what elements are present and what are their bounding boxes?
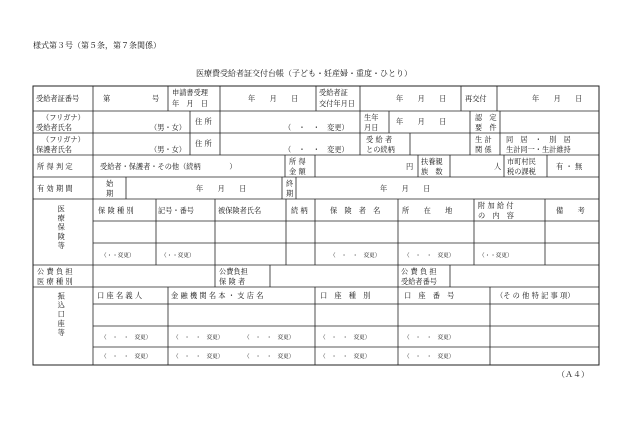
- recipient-address-label: 住 所: [195, 117, 212, 126]
- insurance-col-symbol: 記号・番号: [158, 206, 194, 215]
- insurance-location-change: （ ・ ・ 変更）: [404, 253, 455, 259]
- guardian-name-label: 保護者氏名: [36, 145, 72, 154]
- cert-number-label: 受給者証番号: [36, 94, 80, 103]
- relation-label-2: との続柄: [366, 145, 395, 154]
- transfer-col-number: 口 座 番 号: [404, 291, 455, 300]
- transfer-number-change-2: （ ・ ・ 変更）: [404, 354, 455, 360]
- insurance-col-insurer: 保 険 者 名: [330, 206, 381, 215]
- income-label: 所 得 判 定: [37, 162, 73, 171]
- income-amount-label-1: 所 得: [289, 157, 306, 166]
- cert-req-label-2: 要 件: [475, 123, 497, 132]
- insurance-section-label: 医療保険等: [57, 205, 67, 251]
- validity-label: 有 効 期 間: [37, 184, 73, 193]
- form-number: 様式第３号（第５条，第７条関係）: [33, 41, 161, 50]
- insurance-col-insured: 被保険者氏名: [218, 206, 262, 215]
- transfer-col-holder: 口 座 名 義 人: [97, 291, 143, 300]
- guardian-sex[interactable]: （男・女）: [150, 145, 186, 154]
- transfer-branch-change-2: （ ・ ・ 変更）: [244, 354, 295, 360]
- transfer-bank-change-1: （ ・ ・ 変更）: [173, 335, 224, 341]
- tax-label-2: 税の課税: [507, 167, 536, 176]
- dependents-people: 人: [494, 162, 502, 171]
- income-options[interactable]: 受給者・保護者・その他（続柄 ）: [100, 162, 237, 171]
- guardian-address-label: 住 所: [195, 139, 212, 148]
- living-label-2: 関 係: [475, 145, 492, 154]
- public-holder-label-2: 保 険 者: [219, 277, 246, 286]
- insurance-col-type: 保 険 種 別: [98, 206, 134, 215]
- recipient-address-change: （ ・ ・ 変更）: [284, 123, 349, 132]
- transfer-branch-change-1: （ ・ ・ 変更）: [244, 335, 295, 341]
- app-date-label-2: 年 月 日: [172, 99, 208, 108]
- insurance-col-notes: 備 考: [556, 206, 585, 215]
- app-date-label-1: 申請書受理: [172, 88, 208, 97]
- reissue-value[interactable]: 年 月 日: [532, 94, 583, 103]
- start-value[interactable]: 年 月 日: [196, 184, 247, 193]
- end-value[interactable]: 年 月 日: [380, 184, 431, 193]
- income-amount-label-2: 金 額: [289, 167, 306, 176]
- transfer-col-bank: 金 融 機 関 名 本 ・ 支 店 名: [171, 291, 264, 300]
- end-label-2: 期: [286, 189, 294, 198]
- transfer-col-other: （そ の 他 特 記 事 項）: [496, 291, 575, 300]
- paper-size: （Ａ４）: [557, 370, 589, 379]
- insurance-col-benefit-1: 附 加 給 付: [478, 201, 514, 210]
- public-burden-label-2: 医 療 種 別: [37, 277, 73, 286]
- living-label-1: 生 計: [475, 135, 492, 144]
- transfer-type-change-1: （ ・ ・ 変更）: [320, 335, 371, 341]
- birth-label-2: 月日: [364, 123, 379, 132]
- recipient-furigana: （フリガナ）: [42, 113, 85, 122]
- transfer-number-change-1: （ ・ ・ 変更）: [404, 335, 455, 341]
- transfer-holder-change-1: （ ・ ・ 変更）: [101, 335, 152, 341]
- insurance-col-benefit-2: の 内 容: [478, 211, 514, 220]
- guardian-furigana: （フリガナ）: [42, 135, 85, 144]
- insurance-type-change: （・・変更）: [101, 253, 135, 259]
- birth-value[interactable]: 年 月 日: [396, 117, 447, 126]
- public-holder-label-1: 公費負担: [219, 267, 248, 276]
- insurance-col-relation: 続 柄: [291, 206, 308, 215]
- end-label-1: 終: [286, 179, 294, 188]
- recipient-name-label: 受給者氏名: [36, 123, 72, 132]
- delivery-label-2: 交付年月日: [319, 99, 355, 108]
- living-value-1[interactable]: 同 居 ・ 別 居: [506, 135, 571, 144]
- living-value-2[interactable]: 生計同一・生計維持: [506, 145, 571, 154]
- public-recipient-label-2: 受給者番号: [401, 277, 437, 286]
- transfer-section-label: 振込口座等: [57, 292, 67, 338]
- recipient-sex[interactable]: （男・女）: [150, 123, 186, 132]
- insurance-insurer-change: （ ・ ・ 変更）: [330, 253, 381, 259]
- public-recipient-label-1: 公 費 負 担: [401, 267, 437, 276]
- start-label-2: 期: [106, 189, 114, 198]
- relation-label-1: 受 給 者: [366, 135, 393, 144]
- public-burden-label-1: 公 費 負 担: [37, 267, 73, 276]
- transfer-holder-change-2: （ ・ ・ 変更）: [101, 354, 152, 360]
- insurance-symbol-change: （・・変更）: [161, 253, 195, 259]
- app-date-value[interactable]: 年 月 日: [248, 94, 299, 103]
- transfer-col-type: 口 座 種 別: [320, 291, 371, 300]
- tax-value[interactable]: 有 ・ 無: [556, 162, 583, 171]
- guardian-address-change: （ ・ ・ 変更）: [284, 145, 349, 154]
- transfer-bank-change-2: （ ・ ・ 変更）: [173, 354, 224, 360]
- start-label-1: 始: [106, 179, 114, 188]
- reissue-label: 再交付: [465, 94, 487, 103]
- cert-number-dai: 第: [103, 94, 111, 103]
- income-yen: 円: [406, 162, 414, 171]
- dependents-label-1: 扶養親: [421, 157, 443, 166]
- transfer-type-change-2: （ ・ ・ 変更）: [320, 354, 371, 360]
- dependents-label-2: 族 数: [421, 167, 443, 176]
- page-title: 医療費受給者証交付台帳（子ども・妊産婦・重度・ひとり）: [196, 69, 412, 78]
- cert-number-go: 号: [152, 94, 160, 103]
- delivery-label-1: 受給者証: [319, 88, 348, 97]
- tax-label-1: 市町村民: [507, 157, 536, 166]
- birth-label-1: 生年: [364, 113, 379, 122]
- insurance-col-location: 所 在 地: [402, 206, 453, 215]
- delivery-value[interactable]: 年 月 日: [396, 94, 447, 103]
- cert-req-label-1: 認 定: [475, 113, 497, 122]
- insurance-benefit-change: （・・変更）: [479, 253, 513, 259]
